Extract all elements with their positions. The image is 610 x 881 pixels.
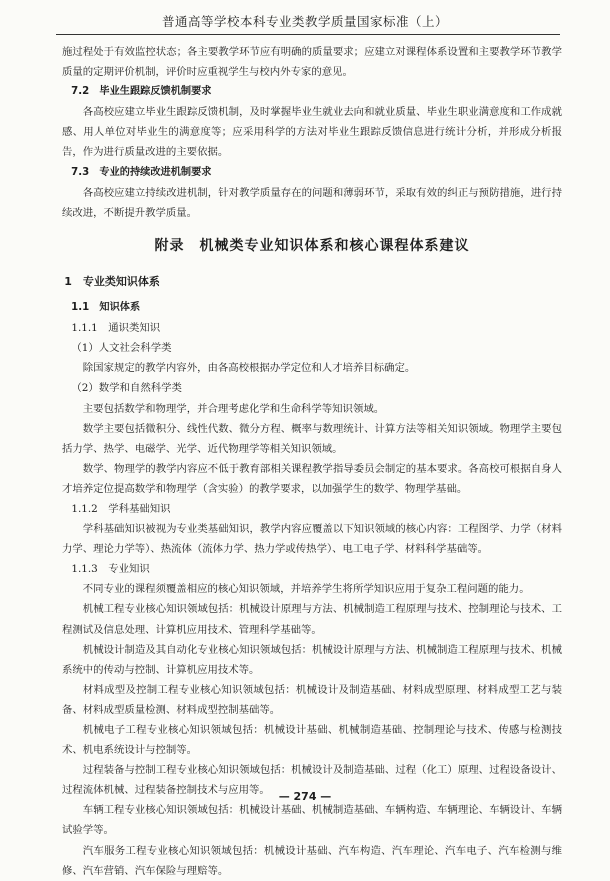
paragraph-material-forming: 材料成型及控制工程专业核心知识领域包括：机械设计及制造基础、材料成型原理、材料成型工艺与装备、材料成型质量检测、材料成型控制基础等。	[62, 683, 562, 716]
page-number: — 274 —	[278, 790, 332, 803]
paragraph-professional-knowledge: 不同专业的课程须覆盖相应的核心知识领域，并培养学生将所学知识应用于复杂工程问题的能力。	[82, 583, 530, 596]
paragraph-process-equipment: 过程装备与控制工程专业核心知识领域包括：机械设计及制造基础、过程（化工）原理、过程设备设计、过程流体机械、过程装备控制技术与应用等。	[62, 764, 562, 797]
page-body	[62, 42, 562, 881]
paragraph-mechanical-engineering: 机械工程专业核心知识领域包括：机械设计原理与方法、机械制造工程原理与技术、控制理论与技术、工程测试及信息处理、计算机应用技术、管理科学基础等。	[62, 603, 562, 636]
paragraph-7-3: 各高校应建立持续改进机制，针对教学质量存在的问题和薄弱环节，采取有效的纠正与预防措施，进行持续改进，不断提升教学质量。	[62, 186, 562, 219]
section-heading-1-1-1: 1.1.1 通识类知识	[71, 322, 161, 335]
paragraph-7-2: 各高校应建立毕业生跟踪反馈机制，及时掌握毕业生就业去向和就业质量、毕业生职业满意度和工作成就感、用人单位对毕业生的满意度等；应采用科学的方法对毕业生跟踪反馈信息进行统计分析，并形成分析报告，作为进行质量改进的主要依据。	[62, 106, 562, 159]
section-heading-1: 1 专业类知识体系	[64, 274, 160, 288]
paragraph-vehicle-engineering: 车辆工程专业核心知识领域包括：机械设计基础、机械制造基础、车辆构造、车辆理论、车辆设计、车辆试验学等。	[62, 804, 562, 837]
header-rule	[56, 34, 560, 35]
section-heading-7-2: 7.2 毕业生跟踪反馈机制要求	[71, 86, 212, 98]
paragraph-mechanical-design-manufacturing: 机械设计制造及其自动化专业核心知识领域包括：机械设计原理与方法、机械制造工程原理与技术、机械系统中的传动与控制、计算机应用技术等。	[62, 643, 562, 676]
paragraph-humanities: 除国家规定的教学内容外，由各高校根据办学定位和人才培养目标确定。	[82, 362, 416, 375]
running-header: 普通高等学校本科专业类教学质量国家标准（上）	[161, 14, 448, 29]
paragraph-automotive-service: 汽车服务工程专业核心知识领域包括：机械设计基础、汽车构造、汽车理论、汽车电子、汽车检测与维修、汽车营销、汽车保险与理赔等。	[62, 844, 562, 877]
paragraph-math-science: 主要包括数学和物理学，并合理考虑化学和生命科学等知识领域。	[82, 402, 385, 415]
list-item-1: （1）人文社会科学类	[71, 342, 172, 355]
paragraph-math-physics-areas: 数学主要包括微积分、线性代数、微分方程、概率与数理统计、计算方法等相关知识领域。物理学主要包括力学、热学、电磁学、光学、近代物理学等相关知识领域。	[62, 422, 562, 455]
paragraph-continued: 施过程处于有效监控状态；各主要教学环节应有明确的质量要求；应建立对课程体系设置和主要教学环节教学质量的定期评价机制，评价时应重视学生与校内外专家的意见。	[62, 46, 562, 79]
section-heading-1-1-2: 1.1.2 学科基础知识	[71, 502, 171, 515]
paragraph-discipline-basics: 学科基础知识被视为专业类基础知识，教学内容应覆盖以下知识领域的核心内容：工程图学、力学（材料力学、理论力学等）、热流体（流体力学、热力学或传热学）、电工电子学、材料科学基础等。	[62, 523, 562, 556]
section-heading-1-1: 1.1 知识体系	[71, 302, 141, 314]
list-item-2: （2）数学和自然科学类	[71, 382, 182, 395]
section-heading-1-1-3: 1.1.3 专业知识	[71, 563, 150, 576]
paragraph-mechatronics: 机械电子工程专业核心知识领域包括：机械设计基础、机械制造基础、控制理论与技术、传感与检测技术、机电系统设计与控制等。	[62, 724, 562, 757]
section-heading-7-3: 7.3 专业的持续改进机制要求	[71, 166, 212, 178]
paragraph-math-physics-requirements: 数学、物理学的教学内容应不低于教育部相关课程教学指导委员会制定的基本要求。各高校可根据自身人才培养定位提高数学和物理学（含实验）的教学要求，以加强学生的数学、物理学基础。	[62, 462, 562, 495]
appendix-title: 附录 机械类专业知识体系和核心课程体系建议	[154, 237, 470, 254]
